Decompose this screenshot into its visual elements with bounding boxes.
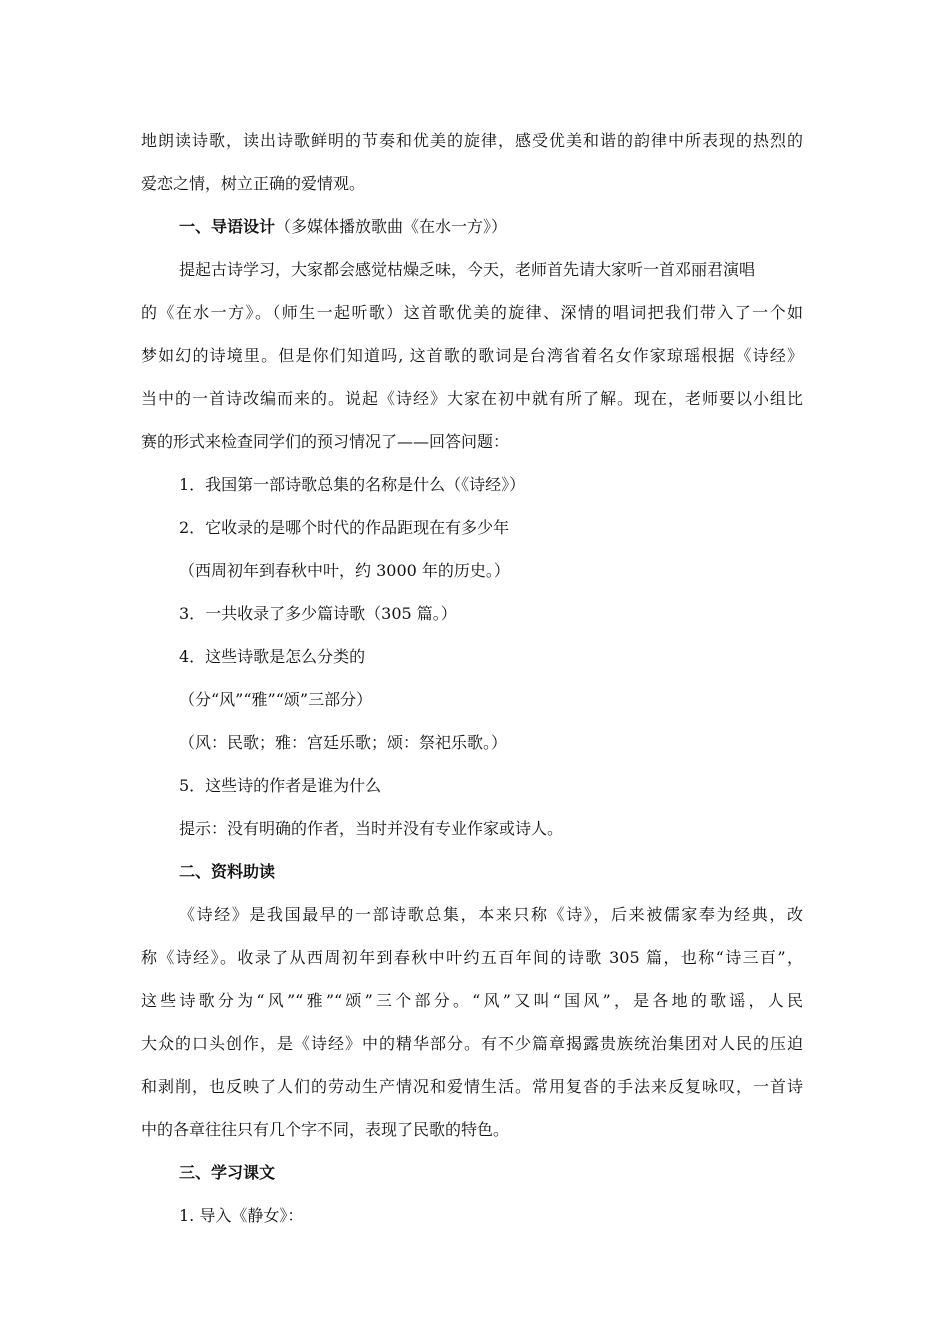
section2-paragraph-line-3: 这些诗歌分为“风”“雅”“颂”三个部分。“风”又叫“国风”，是各地的歌谣，人民 <box>141 991 803 1010</box>
qa-line-8: 5．这些诗的作者是谁为什么 <box>179 776 382 795</box>
intro-line-2: 爱恋之情，树立正确的爱情观。 <box>141 174 366 193</box>
section1-heading-title: 一、导语设计 <box>179 217 276 236</box>
qa-line-9: 提示：没有明确的作者，当时并没有专业作家或诗人。 <box>179 819 564 838</box>
section2-paragraph-line-2: 称《诗经》。收录了从西周初年到春秋中叶约五百年间的诗歌 305 篇，也称“诗三百”， <box>141 948 803 967</box>
section1-paragraph-line-5: 赛的形式来检查同学们的预习情况了——回答问题： <box>141 432 510 451</box>
section1-heading-note: （多媒体播放歌曲《在水一方》） <box>275 217 508 236</box>
section2-paragraph-line-6: 中的各章往往只有几个字不同，表现了民歌的特色。 <box>141 1120 510 1139</box>
section3-heading: 三、学习课文 <box>179 1163 276 1182</box>
qa-line-7: （风：民歌；雅：宫廷乐歌；颂：祭祀乐歌。） <box>179 733 508 752</box>
section1-paragraph-line-4: 当中的一首诗改编而来的。说起《诗经》大家在初中就有所了解。现在，老师要以小组比 <box>141 389 803 408</box>
section3-item-1: 1. 导入《静女》： <box>179 1206 304 1225</box>
qa-line-5: 4．这些诗歌是怎么分类的 <box>179 647 366 666</box>
section2-heading: 二、资料助读 <box>179 862 276 881</box>
section2-paragraph-line-5: 和剥削，也反映了人们的劳动生产情况和爱情生活。常用复沓的手法来反复咏叹，一首诗 <box>141 1077 803 1096</box>
section2-paragraph-line-1: 《诗经》是我国最早的一部诗歌总集，本来只称《诗》，后来被儒家奉为经典，改 <box>179 905 803 924</box>
section1-paragraph-line-1: 提起古诗学习，大家都会感觉枯燥乏味，今天，老师首先请大家听一首邓丽君演唱 <box>179 260 756 279</box>
qa-line-1: 1．我国第一部诗歌总集的名称是什么（《诗经》） <box>179 475 526 494</box>
qa-line-6: （分“风”“雅”“颂”三部分） <box>179 690 373 709</box>
qa-line-4: 3．一共收录了多少篇诗歌（305 篇。） <box>179 604 457 623</box>
qa-line-2: 2．它收录的是哪个时代的作品距现在有多少年 <box>179 518 510 537</box>
section1-heading <box>179 217 507 237</box>
intro-line-1: 地朗读诗歌，读出诗歌鲜明的节奏和优美的旋律，感受优美和谐的韵律中所表现的热烈的 <box>141 131 803 150</box>
section1-paragraph-line-3: 梦如幻的诗境里。但是你们知道吗, 这首歌的歌词是台湾省着名女作家琼瑶根据《诗经》 <box>141 346 803 365</box>
qa-line-3: （西周初年到春秋中叶，约 3000 年的历史。） <box>179 561 510 580</box>
section2-paragraph-line-4: 大众的口头创作，是《诗经》中的精华部分。有不少篇章揭露贵族统治集团对人民的压迫 <box>141 1034 803 1053</box>
section1-paragraph-line-2: 的《在水一方》。（师生一起听歌）这首歌优美的旋律、深情的唱词把我们带入了一个如 <box>141 303 803 322</box>
